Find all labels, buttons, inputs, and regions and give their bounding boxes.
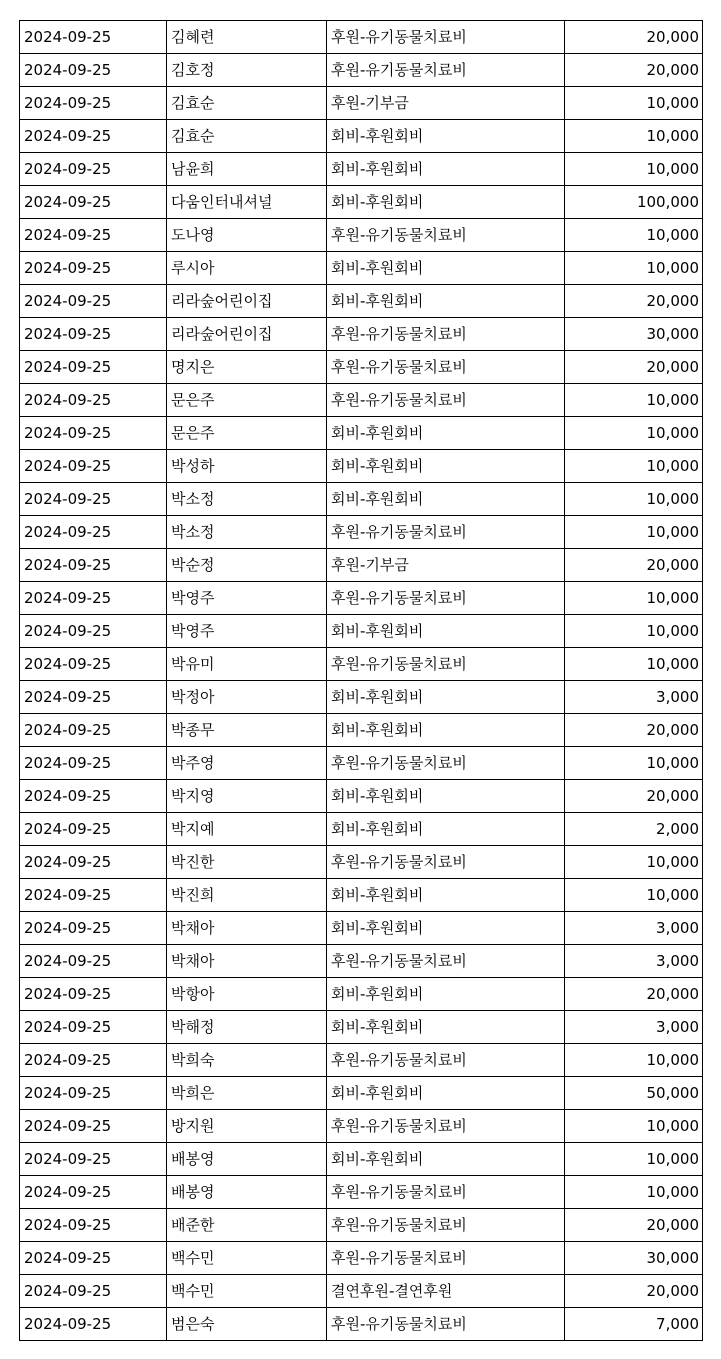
amount-cell: 20,000 xyxy=(565,978,703,1011)
amount-cell: 20,000 xyxy=(565,1209,703,1242)
donor-name-cell: 박영주 xyxy=(167,582,327,615)
date-cell: 2024-09-25 xyxy=(20,780,167,813)
date-cell: 2024-09-25 xyxy=(20,252,167,285)
category-cell: 회비-후원회비 xyxy=(327,186,565,219)
donor-name-cell: 박성하 xyxy=(167,450,327,483)
table-row xyxy=(20,1209,703,1242)
category-cell: 후원-유기동물치료비 xyxy=(327,648,565,681)
category-cell: 후원-유기동물치료비 xyxy=(327,846,565,879)
category-cell: 후원-기부금 xyxy=(327,87,565,120)
table-row xyxy=(20,780,703,813)
date-cell: 2024-09-25 xyxy=(20,1176,167,1209)
category-cell: 후원-유기동물치료비 xyxy=(327,54,565,87)
date-cell: 2024-09-25 xyxy=(20,549,167,582)
category-cell: 후원-유기동물치료비 xyxy=(327,1242,565,1275)
donor-name-cell: 리라숲어린이집 xyxy=(167,318,327,351)
category-cell: 후원-유기동물치료비 xyxy=(327,384,565,417)
donor-name-cell: 박항아 xyxy=(167,978,327,1011)
table-row xyxy=(20,615,703,648)
date-cell: 2024-09-25 xyxy=(20,87,167,120)
donor-name-cell: 문은주 xyxy=(167,417,327,450)
table-row xyxy=(20,1275,703,1308)
amount-cell: 100,000 xyxy=(565,186,703,219)
amount-cell: 30,000 xyxy=(565,318,703,351)
donor-name-cell: 박진희 xyxy=(167,879,327,912)
date-cell: 2024-09-25 xyxy=(20,21,167,54)
table-row xyxy=(20,1176,703,1209)
donor-name-cell: 남윤희 xyxy=(167,153,327,186)
donor-name-cell: 문은주 xyxy=(167,384,327,417)
table-row xyxy=(20,516,703,549)
donor-name-cell: 백수민 xyxy=(167,1242,327,1275)
table-row xyxy=(20,219,703,252)
category-cell: 후원-유기동물치료비 xyxy=(327,747,565,780)
donor-name-cell: 박순정 xyxy=(167,549,327,582)
donor-name-cell: 루시아 xyxy=(167,252,327,285)
amount-cell: 10,000 xyxy=(565,747,703,780)
table-row xyxy=(20,351,703,384)
table-row xyxy=(20,1143,703,1176)
date-cell: 2024-09-25 xyxy=(20,846,167,879)
donor-name-cell: 박채아 xyxy=(167,912,327,945)
amount-cell: 20,000 xyxy=(565,285,703,318)
amount-cell: 10,000 xyxy=(565,417,703,450)
date-cell: 2024-09-25 xyxy=(20,483,167,516)
category-cell: 후원-유기동물치료비 xyxy=(327,1110,565,1143)
date-cell: 2024-09-25 xyxy=(20,54,167,87)
amount-cell: 10,000 xyxy=(565,120,703,153)
amount-cell: 20,000 xyxy=(565,549,703,582)
date-cell: 2024-09-25 xyxy=(20,351,167,384)
amount-cell: 10,000 xyxy=(565,483,703,516)
category-cell: 후원-유기동물치료비 xyxy=(327,582,565,615)
category-cell: 회비-후원회비 xyxy=(327,912,565,945)
date-cell: 2024-09-25 xyxy=(20,186,167,219)
date-cell: 2024-09-25 xyxy=(20,1044,167,1077)
donor-name-cell: 배준한 xyxy=(167,1209,327,1242)
table-row xyxy=(20,582,703,615)
donor-name-cell: 방지원 xyxy=(167,1110,327,1143)
table-row xyxy=(20,318,703,351)
category-cell: 후원-유기동물치료비 xyxy=(327,1209,565,1242)
table-row xyxy=(20,450,703,483)
category-cell: 결연후원-결연후원 xyxy=(327,1275,565,1308)
table-row xyxy=(20,483,703,516)
amount-cell: 20,000 xyxy=(565,714,703,747)
date-cell: 2024-09-25 xyxy=(20,1143,167,1176)
donor-name-cell: 박해정 xyxy=(167,1011,327,1044)
category-cell: 회비-후원회비 xyxy=(327,285,565,318)
date-cell: 2024-09-25 xyxy=(20,945,167,978)
donor-name-cell: 박영주 xyxy=(167,615,327,648)
date-cell: 2024-09-25 xyxy=(20,1275,167,1308)
category-cell: 후원-유기동물치료비 xyxy=(327,945,565,978)
donor-name-cell: 박진한 xyxy=(167,846,327,879)
category-cell: 후원-유기동물치료비 xyxy=(327,1308,565,1341)
date-cell: 2024-09-25 xyxy=(20,879,167,912)
donor-name-cell: 김호정 xyxy=(167,54,327,87)
donor-name-cell: 김효순 xyxy=(167,87,327,120)
amount-cell: 10,000 xyxy=(565,384,703,417)
amount-cell: 20,000 xyxy=(565,21,703,54)
donor-name-cell: 김혜련 xyxy=(167,21,327,54)
table-row xyxy=(20,87,703,120)
table-row xyxy=(20,285,703,318)
date-cell: 2024-09-25 xyxy=(20,417,167,450)
category-cell: 회비-후원회비 xyxy=(327,681,565,714)
donor-name-cell: 범은숙 xyxy=(167,1308,327,1341)
amount-cell: 10,000 xyxy=(565,1044,703,1077)
category-cell: 회비-후원회비 xyxy=(327,153,565,186)
amount-cell: 10,000 xyxy=(565,1110,703,1143)
donor-name-cell: 배봉영 xyxy=(167,1176,327,1209)
amount-cell: 3,000 xyxy=(565,912,703,945)
table-row xyxy=(20,945,703,978)
amount-cell: 20,000 xyxy=(565,1275,703,1308)
category-cell: 회비-후원회비 xyxy=(327,780,565,813)
category-cell: 후원-유기동물치료비 xyxy=(327,219,565,252)
amount-cell: 10,000 xyxy=(565,582,703,615)
amount-cell: 10,000 xyxy=(565,846,703,879)
category-cell: 회비-후원회비 xyxy=(327,120,565,153)
date-cell: 2024-09-25 xyxy=(20,1110,167,1143)
table-row xyxy=(20,1242,703,1275)
amount-cell: 10,000 xyxy=(565,648,703,681)
date-cell: 2024-09-25 xyxy=(20,912,167,945)
category-cell: 회비-후원회비 xyxy=(327,450,565,483)
donor-name-cell: 박지영 xyxy=(167,780,327,813)
date-cell: 2024-09-25 xyxy=(20,582,167,615)
category-cell: 후원-기부금 xyxy=(327,549,565,582)
amount-cell: 3,000 xyxy=(565,1011,703,1044)
category-cell: 후원-유기동물치료비 xyxy=(327,318,565,351)
table-row xyxy=(20,978,703,1011)
date-cell: 2024-09-25 xyxy=(20,516,167,549)
category-cell: 회비-후원회비 xyxy=(327,1011,565,1044)
donor-name-cell: 명지은 xyxy=(167,351,327,384)
date-cell: 2024-09-25 xyxy=(20,714,167,747)
donor-name-cell: 박채아 xyxy=(167,945,327,978)
ledger-body xyxy=(20,21,703,1341)
donor-name-cell: 박정아 xyxy=(167,681,327,714)
table-row xyxy=(20,417,703,450)
donor-name-cell: 박희은 xyxy=(167,1077,327,1110)
date-cell: 2024-09-25 xyxy=(20,1209,167,1242)
amount-cell: 10,000 xyxy=(565,1176,703,1209)
table-row xyxy=(20,681,703,714)
amount-cell: 10,000 xyxy=(565,87,703,120)
category-cell: 회비-후원회비 xyxy=(327,615,565,648)
category-cell: 후원-유기동물치료비 xyxy=(327,1176,565,1209)
amount-cell: 30,000 xyxy=(565,1242,703,1275)
date-cell: 2024-09-25 xyxy=(20,813,167,846)
donor-name-cell: 박희숙 xyxy=(167,1044,327,1077)
table-row xyxy=(20,879,703,912)
table-row xyxy=(20,1077,703,1110)
donor-name-cell: 배봉영 xyxy=(167,1143,327,1176)
table-row xyxy=(20,120,703,153)
table-row xyxy=(20,1044,703,1077)
table-row xyxy=(20,1308,703,1341)
date-cell: 2024-09-25 xyxy=(20,285,167,318)
date-cell: 2024-09-25 xyxy=(20,1308,167,1341)
date-cell: 2024-09-25 xyxy=(20,648,167,681)
date-cell: 2024-09-25 xyxy=(20,1242,167,1275)
category-cell: 회비-후원회비 xyxy=(327,813,565,846)
donor-name-cell: 리라숲어린이집 xyxy=(167,285,327,318)
table-row xyxy=(20,54,703,87)
category-cell: 회비-후원회비 xyxy=(327,1143,565,1176)
category-cell: 회비-후원회비 xyxy=(327,417,565,450)
donor-name-cell: 도나영 xyxy=(167,219,327,252)
table-row xyxy=(20,747,703,780)
donor-name-cell: 박소정 xyxy=(167,516,327,549)
table-row xyxy=(20,153,703,186)
table-row xyxy=(20,813,703,846)
date-cell: 2024-09-25 xyxy=(20,615,167,648)
date-cell: 2024-09-25 xyxy=(20,1011,167,1044)
table-row xyxy=(20,912,703,945)
category-cell: 후원-유기동물치료비 xyxy=(327,516,565,549)
date-cell: 2024-09-25 xyxy=(20,384,167,417)
donor-name-cell: 박유미 xyxy=(167,648,327,681)
table-row xyxy=(20,549,703,582)
category-cell: 회비-후원회비 xyxy=(327,978,565,1011)
table-row xyxy=(20,1110,703,1143)
amount-cell: 20,000 xyxy=(565,54,703,87)
amount-cell: 3,000 xyxy=(565,681,703,714)
amount-cell: 10,000 xyxy=(565,450,703,483)
date-cell: 2024-09-25 xyxy=(20,153,167,186)
amount-cell: 7,000 xyxy=(565,1308,703,1341)
category-cell: 후원-유기동물치료비 xyxy=(327,21,565,54)
date-cell: 2024-09-25 xyxy=(20,120,167,153)
amount-cell: 10,000 xyxy=(565,252,703,285)
donor-name-cell: 박지예 xyxy=(167,813,327,846)
table-row xyxy=(20,21,703,54)
category-cell: 회비-후원회비 xyxy=(327,1077,565,1110)
category-cell: 후원-유기동물치료비 xyxy=(327,351,565,384)
category-cell: 회비-후원회비 xyxy=(327,252,565,285)
donor-name-cell: 박주영 xyxy=(167,747,327,780)
table-row xyxy=(20,648,703,681)
table-row xyxy=(20,252,703,285)
amount-cell: 3,000 xyxy=(565,945,703,978)
amount-cell: 50,000 xyxy=(565,1077,703,1110)
date-cell: 2024-09-25 xyxy=(20,978,167,1011)
date-cell: 2024-09-25 xyxy=(20,1077,167,1110)
table-row xyxy=(20,714,703,747)
donor-name-cell: 김효순 xyxy=(167,120,327,153)
donor-name-cell: 백수민 xyxy=(167,1275,327,1308)
table-row xyxy=(20,846,703,879)
table-row xyxy=(20,186,703,219)
amount-cell: 10,000 xyxy=(565,1143,703,1176)
date-cell: 2024-09-25 xyxy=(20,219,167,252)
amount-cell: 10,000 xyxy=(565,615,703,648)
date-cell: 2024-09-25 xyxy=(20,450,167,483)
amount-cell: 10,000 xyxy=(565,516,703,549)
amount-cell: 20,000 xyxy=(565,351,703,384)
amount-cell: 10,000 xyxy=(565,153,703,186)
donor-name-cell: 박종무 xyxy=(167,714,327,747)
date-cell: 2024-09-25 xyxy=(20,318,167,351)
amount-cell: 20,000 xyxy=(565,780,703,813)
donation-ledger-table xyxy=(19,20,703,1341)
category-cell: 회비-후원회비 xyxy=(327,483,565,516)
table-row xyxy=(20,384,703,417)
category-cell: 후원-유기동물치료비 xyxy=(327,1044,565,1077)
date-cell: 2024-09-25 xyxy=(20,747,167,780)
amount-cell: 10,000 xyxy=(565,879,703,912)
category-cell: 회비-후원회비 xyxy=(327,879,565,912)
date-cell: 2024-09-25 xyxy=(20,681,167,714)
amount-cell: 10,000 xyxy=(565,219,703,252)
category-cell: 회비-후원회비 xyxy=(327,714,565,747)
amount-cell: 2,000 xyxy=(565,813,703,846)
table-row xyxy=(20,1011,703,1044)
donor-name-cell: 박소정 xyxy=(167,483,327,516)
donor-name-cell: 다움인터내셔널 xyxy=(167,186,327,219)
